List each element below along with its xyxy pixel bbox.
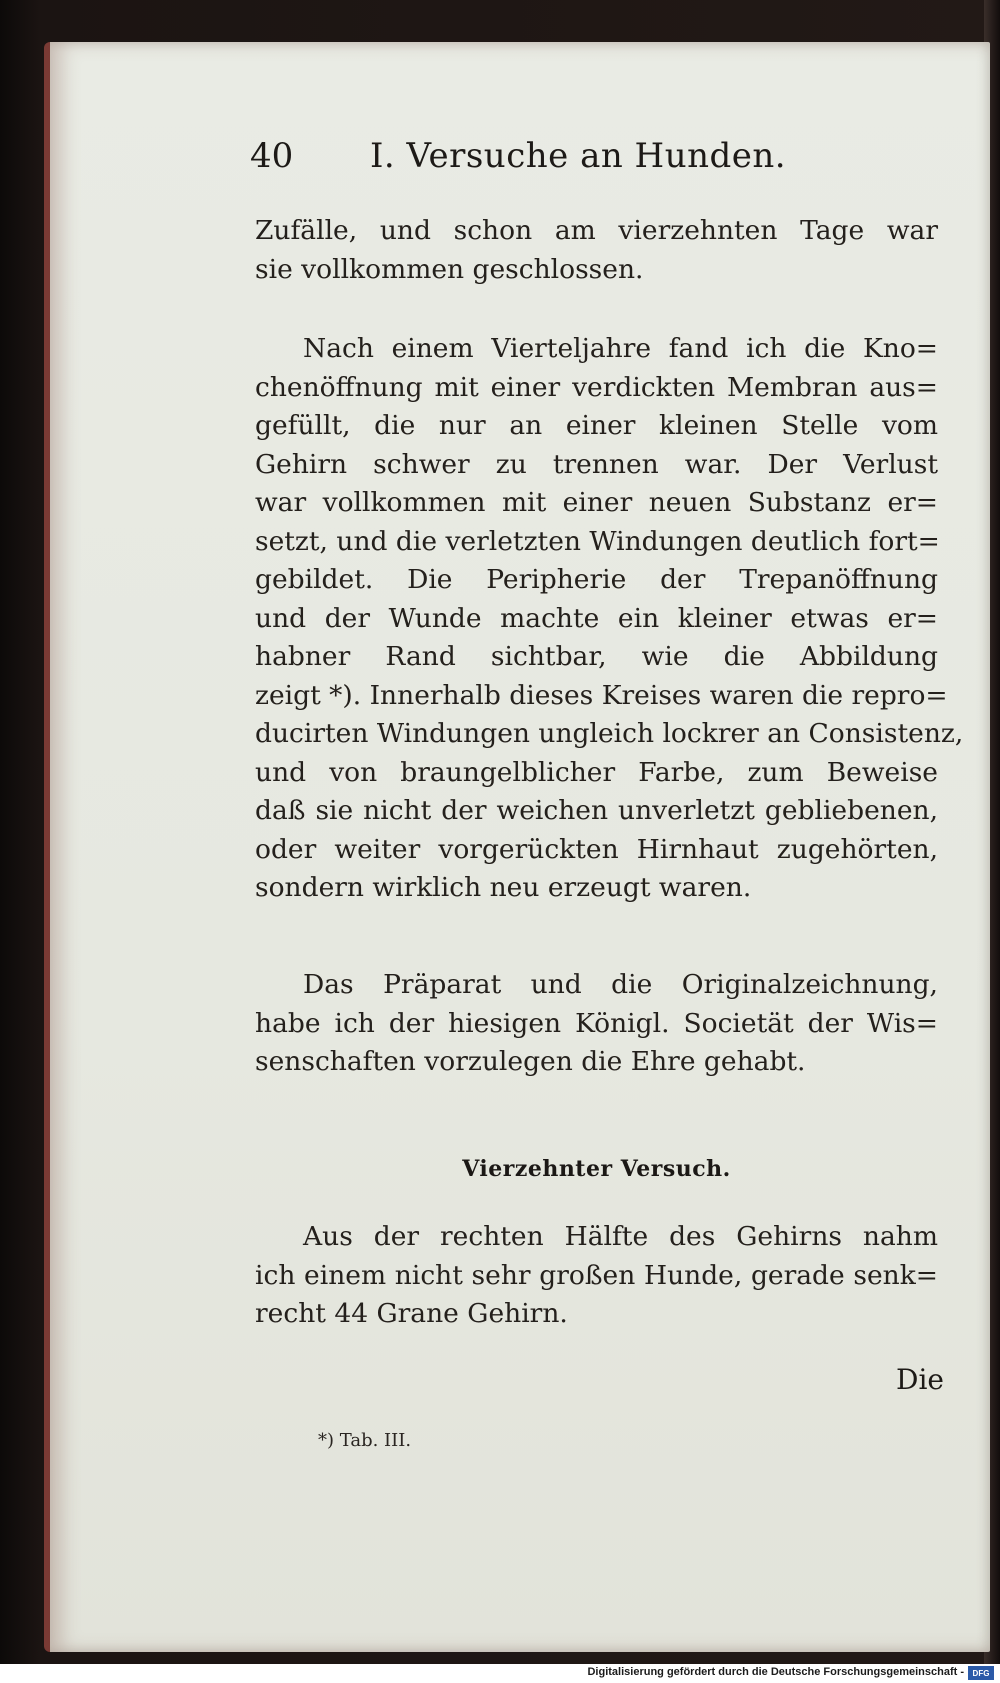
text-line: chenöffnung mit einer verdickten Membran aus= [255,371,938,403]
text-line: ich einem nicht sehr großen Hunde, gerade senk= [255,1259,938,1291]
text-line: daß sie nicht der weichen unverletzt gebliebenen, [255,795,938,826]
text-line: zeigt *). Innerhalb dieses Kreises waren die repro= [255,679,948,711]
paragraph [255,966,938,1082]
text-line: gebildet. Die Peripherie der Trepanöffnung [255,564,938,595]
text-line: oder weiter vorgerückten Hirnhaut zugehörten, [255,833,938,865]
text-line: Gehirn schwer zu trennen war. Der Verlust [255,448,938,480]
section-heading: Vierzehnter Versuch. [462,1156,731,1182]
text-line: Nach einem Vierteljahre fand ich die Kno= [303,333,938,364]
running-head: I. Versuche an Hunden. [370,136,787,176]
text-line: gefüllt, die nur an einer kleinen Stelle vom [255,410,938,441]
page-header [250,136,810,176]
text-line: setzt, und die verletzten Windungen deutlich fort= [255,525,940,557]
dfg-logo-icon: DFG [968,1666,994,1680]
text-line: sondern wirklich neu erzeugt waren. [255,872,752,903]
text-line: habe ich der hiesigen Königl. Societät der Wis= [255,1007,938,1039]
text-line: Zufälle, und schon am vierzehnten Tage war [255,215,938,246]
catchword: Die [896,1363,944,1396]
text-line: Das Präparat und die Originalzeichnung, [303,969,938,1000]
text-line: ducirten Windungen ungleich lockrer an Consistenz, [255,718,964,749]
page-number: 40 [250,136,294,176]
text-line: war vollkommen mit einer neuen Substanz er= [255,487,938,518]
text-line: senschaften vorzulegen die Ehre gehabt. [255,1046,806,1077]
paragraph [255,212,938,289]
text-line: und der Wunde machte ein kleiner etwas er= [255,602,938,634]
text-line: sie vollkommen geschlossen. [255,253,644,285]
text-line: Aus der rechten Hälfte des Gehirns nahm [303,1221,938,1252]
footnote: *) Tab. III. [318,1430,412,1451]
text-line: recht 44 Grane Gehirn. [255,1298,568,1329]
digitization-credit: Digitalisierung gefördert durch die Deutsche Forschungsgemeinschaft - [587,1666,964,1678]
paragraph [255,330,964,908]
text-line: und von braungelblicher Farbe, zum Beweise [255,756,938,788]
text-line: habner Rand sichtbar, wie die Abbildung [255,641,938,672]
paragraph [255,1218,938,1334]
